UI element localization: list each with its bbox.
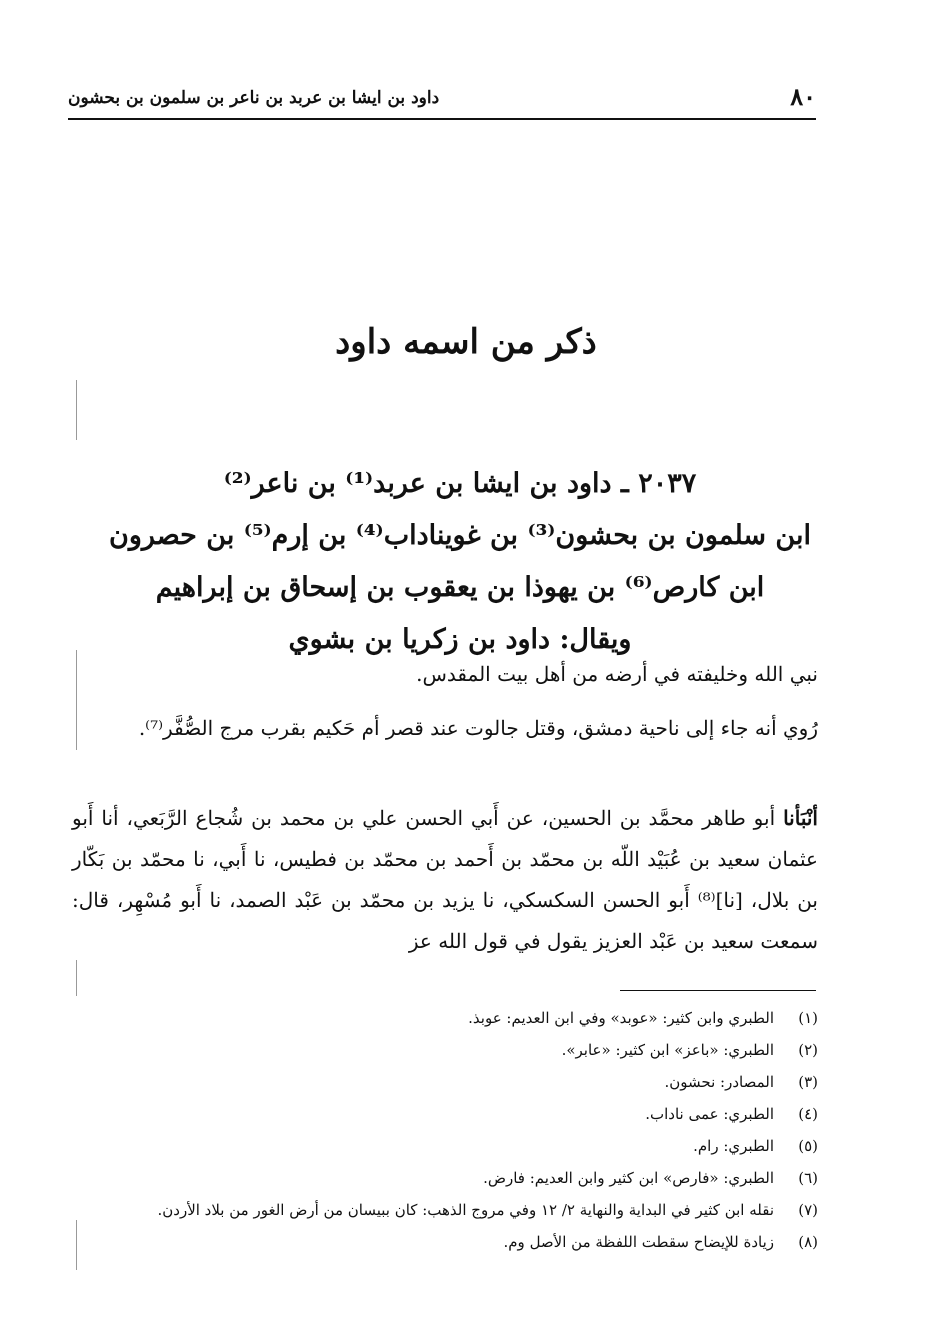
footnote — [72, 1066, 818, 1098]
entry-heading-line: ٢٠٣٧ ـ داود بن ايشا بن عربد⁽¹⁾ بن ناعر⁽²⁾ — [223, 468, 697, 499]
paragraph-text: أبو طاهر محمَّد بن الحسين، عن أَبي الحسن علي بن محمد بن شُجاع الرَّبَعي، أنا أَبو عثمان سعيد بن عُبَيْد اللّه بن محمّد بن أَحمد بن محمّد بن فطيس، نا أَبي، نا محمّد بن بَكّار بن بلال، [نا]⁽⁸⁾ أَبو الحسن السكسكي، نا يزيد بن محمّد بن عَبْد الصمد، نا أَبو مُسْهِر، قال: سمعت سعيد بن عَبْد العزيز يقول في قول الله عز — [72, 806, 818, 953]
footnote-number: (٢) — [798, 1041, 818, 1059]
footnote-text: الطبري: «باعز» ابن كثير: «عابر». — [561, 1041, 774, 1059]
footnote — [72, 1130, 818, 1162]
page-number: ٨٠ — [790, 82, 816, 111]
footnote-number: (٦) — [798, 1169, 818, 1187]
footnote — [72, 1034, 818, 1066]
footnote — [72, 1002, 818, 1034]
footnote-number: (٨) — [798, 1233, 818, 1251]
paragraph-lead-word: أنْبَأنا — [783, 806, 818, 830]
footnote-number: (٤) — [798, 1105, 818, 1123]
footnote-text: الطبري وابن كثير: «عوبد» وفي ابن العديم: عوبذ. — [468, 1009, 774, 1027]
entry-heading-line: ويقال: داود بن زكريا بن بشوي — [288, 624, 632, 655]
footnote-text: زيادة للإيضاح سقطت اللفظة من الأصل وم. — [503, 1233, 774, 1251]
paragraph — [72, 798, 818, 962]
footnote-text: نقله ابن كثير في البداية والنهاية ٢/ ١٢ وفي مروج الذهب: كان ببيسان من أرض الغور من بلاد الأردن. — [157, 1201, 774, 1219]
footnote — [72, 1098, 818, 1130]
footnote — [72, 1226, 818, 1258]
footnote — [72, 1194, 818, 1226]
section-title: ذكر من اسمه داود — [335, 322, 597, 362]
footnote-text: الطبري: رام. — [693, 1137, 774, 1155]
entry-heading — [60, 458, 860, 666]
running-header — [68, 78, 816, 120]
footnote-text: الطبري: «فارص» ابن كثير وابن العديم: فارض. — [483, 1169, 774, 1187]
paragraph: رُوي أنه جاء إلى ناحية دمشق، وقتل جالوت عند قصر أم حَكيم بقرب مرج الصُّفَّر⁽⁷⁾. — [138, 716, 818, 740]
footnote-separator — [620, 990, 816, 991]
footnote-number: (٧) — [798, 1201, 818, 1219]
margin-line — [76, 960, 77, 996]
running-title: داود بن ايشا بن عربد بن ناعر بن سلمون بن بحشون — [68, 88, 440, 108]
footnote-number: (٣) — [798, 1073, 818, 1091]
footnote-text: المصادر: نحشون. — [664, 1073, 774, 1091]
footnote-text: الطبري: عمى ناداب. — [645, 1105, 774, 1123]
footnote-number: (١) — [798, 1009, 818, 1027]
footnote-number: (٥) — [798, 1137, 818, 1155]
paragraph: نبي الله وخليفته في أرضه من أهل بيت المقدس. — [416, 662, 818, 686]
margin-line — [76, 380, 77, 440]
entry-heading-line: ابن كارص⁽⁶⁾ بن يهوذا بن يعقوب بن إسحاق بن إبراهيم — [155, 572, 765, 603]
footnote — [72, 1162, 818, 1194]
margin-line — [76, 650, 77, 750]
entry-heading-line: ابن سلمون بن بحشون⁽³⁾ بن غويناداب⁽⁴⁾ بن إرم⁽⁵⁾ بن حصرون — [109, 520, 811, 551]
footnotes — [72, 1002, 818, 1258]
